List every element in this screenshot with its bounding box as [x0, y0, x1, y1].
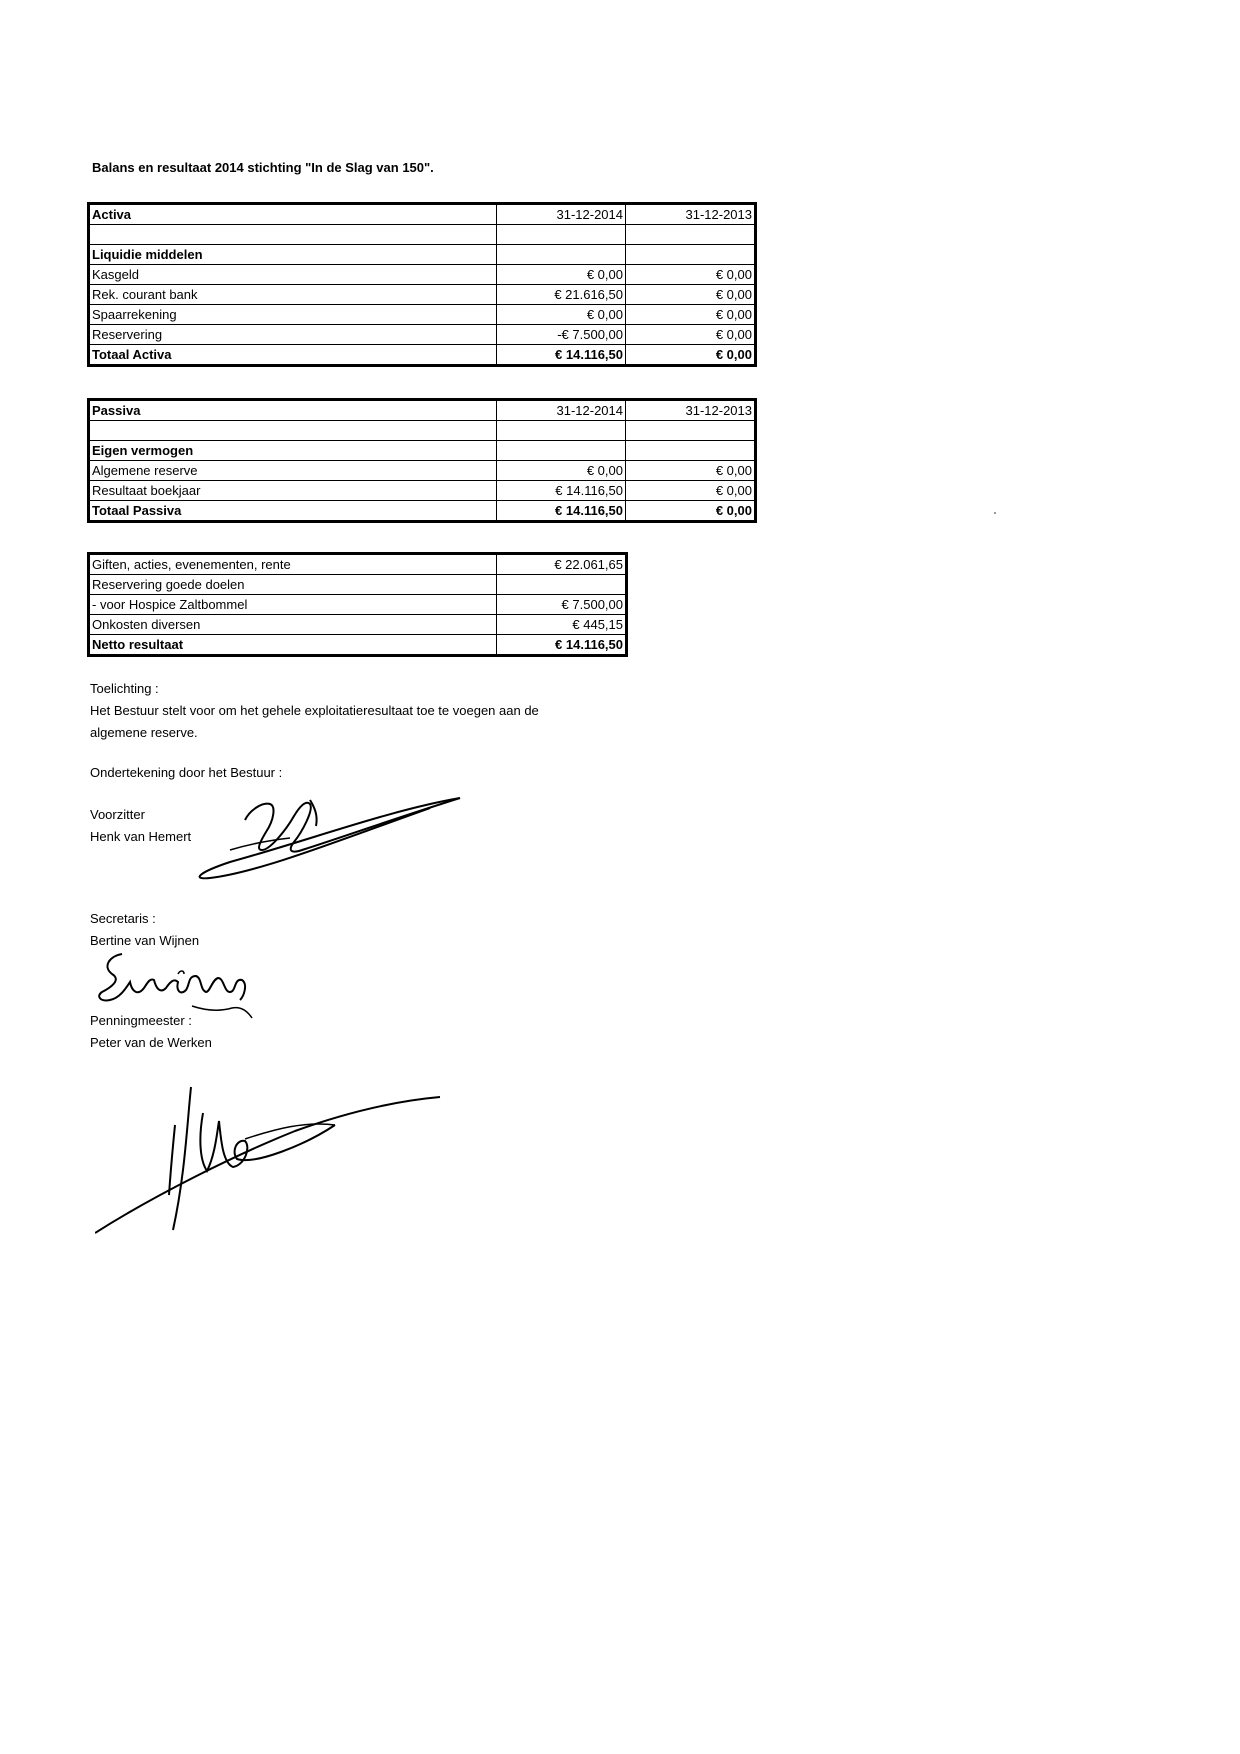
- row-value-2014: € 0,00: [497, 265, 626, 285]
- row-value-2014: € 0,00: [497, 305, 626, 325]
- activa-col-2014: 31-12-2014: [497, 204, 626, 225]
- row-value-2013: € 0,00: [626, 325, 756, 345]
- row-label: Resultaat boekjaar: [89, 481, 497, 501]
- table-row: [89, 461, 756, 481]
- row-value: € 22.061,65: [497, 554, 627, 575]
- passiva-table: [87, 398, 757, 523]
- row-value: [497, 575, 627, 595]
- empty-row: [89, 421, 756, 441]
- row-value-2013: € 0,00: [626, 305, 756, 325]
- table-row: [89, 481, 756, 501]
- row-label: Onkosten diversen: [89, 615, 497, 635]
- activa-section-label: Liquidie middelen: [89, 245, 497, 265]
- row-value: € 7.500,00: [497, 595, 627, 615]
- row-label: Giften, acties, evenementen, rente: [89, 554, 497, 575]
- table-row: [89, 265, 756, 285]
- secretaris-name: Bertine van Wijnen: [90, 933, 200, 948]
- penningmeester-name: Peter van de Werken: [90, 1035, 212, 1050]
- total-label: Totaal Activa: [89, 345, 497, 366]
- table-row: [89, 575, 627, 595]
- row-value-2014: -€ 7.500,00: [497, 325, 626, 345]
- row-value: € 445,15: [497, 615, 627, 635]
- toelichting-line-1: Het Bestuur stelt voor om het gehele exploitatieresultaat toe te voegen aan de: [90, 703, 539, 718]
- total-value-2013: € 0,00: [626, 501, 756, 522]
- voorzitter-signature: [190, 780, 480, 890]
- table-header-row: [89, 204, 756, 225]
- table-row: [89, 285, 756, 305]
- penningmeester-signature: [95, 1085, 445, 1245]
- row-label: Spaarrekening: [89, 305, 497, 325]
- passiva-col-2013: 31-12-2013: [626, 400, 756, 421]
- row-value-2014: € 21.616,50: [497, 285, 626, 305]
- total-value-2014: € 14.116,50: [497, 345, 626, 366]
- table-row: [89, 615, 627, 635]
- secretaris-signature: [92, 948, 262, 1020]
- total-value-2014: € 14.116,50: [497, 501, 626, 522]
- total-row: [89, 345, 756, 366]
- table-row: [89, 595, 627, 615]
- activa-table: [87, 202, 757, 367]
- row-value-2014: € 14.116,50: [497, 481, 626, 501]
- voorzitter-name: Henk van Hemert: [90, 829, 192, 844]
- row-value-2013: € 0,00: [626, 265, 756, 285]
- total-value-2013: € 0,00: [626, 345, 756, 366]
- row-label: Kasgeld: [89, 265, 497, 285]
- resultaat-table: [87, 552, 628, 657]
- penningmeester-role: Penningmeester :: [90, 1013, 192, 1028]
- row-value-2014: € 0,00: [497, 461, 626, 481]
- activa-col-2013: 31-12-2013: [626, 204, 756, 225]
- total-value: € 14.116,50: [497, 635, 627, 656]
- row-value-2013: € 0,00: [626, 481, 756, 501]
- document-title: Balans en resultaat 2014 stichting "In de Slag van 150".: [92, 160, 434, 175]
- scan-speck: [994, 512, 996, 514]
- row-label: Rek. courant bank: [89, 285, 497, 305]
- total-label: Netto resultaat: [89, 635, 497, 656]
- secretaris-role: Secretaris :: [90, 911, 156, 926]
- row-label: Algemene reserve: [89, 461, 497, 481]
- passiva-section-label: Eigen vermogen: [89, 441, 497, 461]
- table-row: [89, 554, 627, 575]
- toelichting-heading: Toelichting :: [90, 681, 159, 696]
- passiva-col-2014: 31-12-2014: [497, 400, 626, 421]
- total-label: Totaal Passiva: [89, 501, 497, 522]
- passiva-header-label: Passiva: [89, 400, 497, 421]
- empty-row: [89, 225, 756, 245]
- row-value-2013: € 0,00: [626, 285, 756, 305]
- row-label: Reservering goede doelen: [89, 575, 497, 595]
- total-row: [89, 635, 627, 656]
- row-label: Reservering: [89, 325, 497, 345]
- voorzitter-role: Voorzitter: [90, 807, 145, 822]
- ondertekening-heading: Ondertekening door het Bestuur :: [90, 765, 283, 780]
- section-row: [89, 245, 756, 265]
- toelichting-line-2: algemene reserve.: [90, 725, 198, 740]
- table-row: [89, 325, 756, 345]
- row-value-2013: € 0,00: [626, 461, 756, 481]
- total-row: [89, 501, 756, 522]
- row-label: - voor Hospice Zaltbommel: [89, 595, 497, 615]
- section-row: [89, 441, 756, 461]
- activa-header-label: Activa: [89, 204, 497, 225]
- table-row: [89, 305, 756, 325]
- table-header-row: [89, 400, 756, 421]
